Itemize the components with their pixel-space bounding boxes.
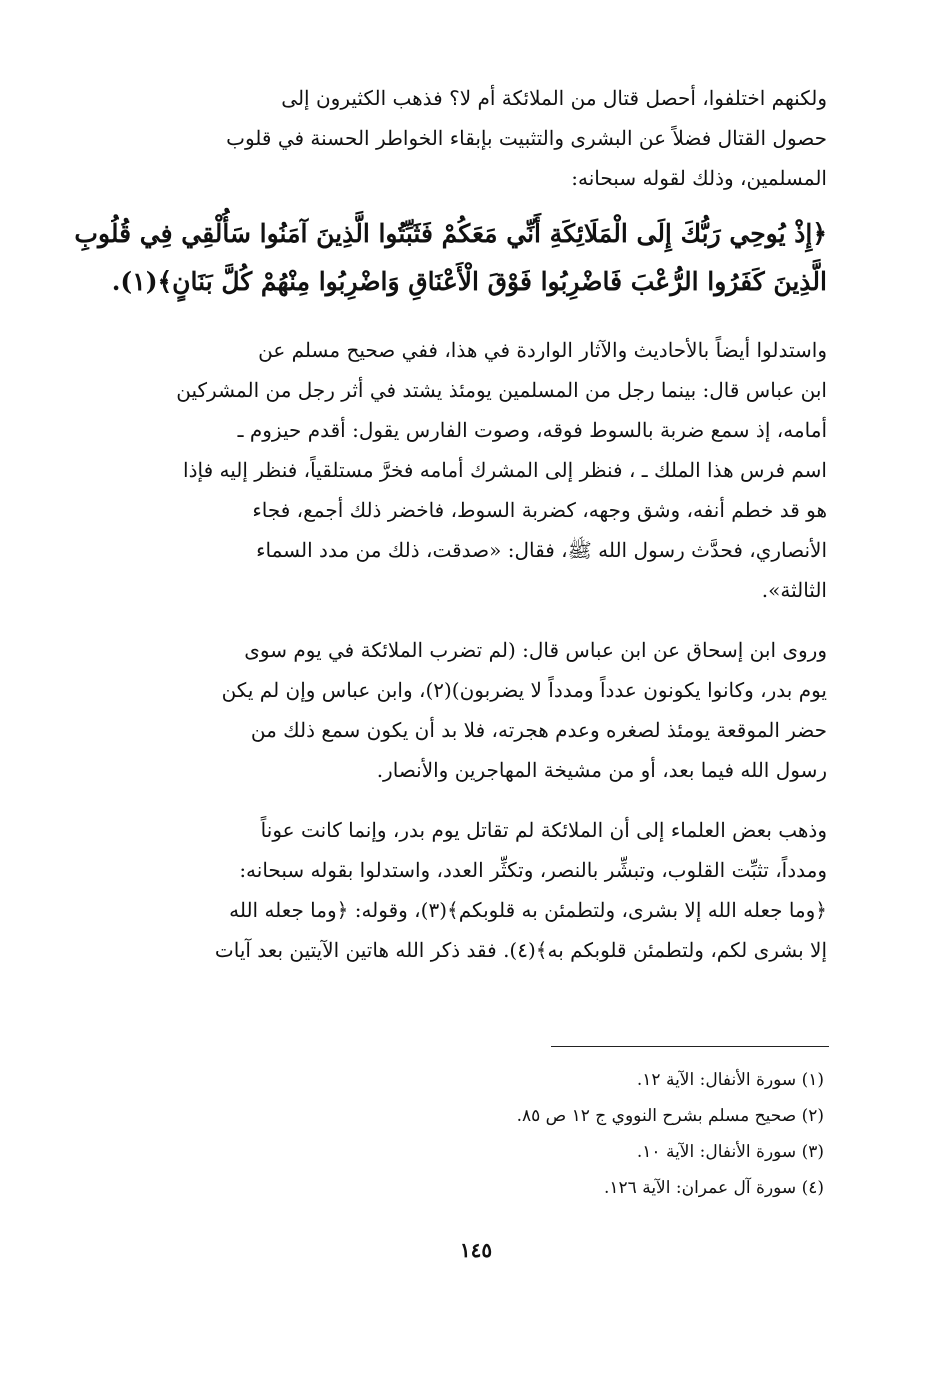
text-line: وذهب بعض العلماء إلى أن الملائكة لم تقاتل يوم بدر، وإنما كانت عوناً: [260, 818, 827, 842]
text-line: يوم بدر، وكانوا يكونون عدداً ومدداً لا يضربون)(٢)، وابن عباس وإن لم يكن: [221, 678, 827, 702]
text-line: حضر الموقعة يومئذ لصغره وعدم هجرته، فلا بد أن يكون سمع ذلك من: [250, 718, 827, 742]
paragraph-gap: [115, 610, 827, 630]
text-line: ﴿وما جعله الله إلا بشرى، ولتطمئن به قلوبكم﴾(٣)، وقوله: ﴿وما جعله الله: [229, 898, 827, 922]
text-line: ابن عباس قال: بينما رجل من المسلمين يومئذ يشتد في أثر رجل من المشركين: [176, 378, 827, 402]
text-line: الثالثة».: [761, 578, 827, 602]
footnote-divider: [551, 1046, 829, 1047]
text-line: حصول القتال فضلاً عن البشرى والتثبيت بإبقاء الخواطر الحسنة في قلوب: [226, 126, 827, 150]
paragraph-3: [115, 630, 827, 790]
footnote-1: (١) سورة الأنفال: الآية ١٢.: [636, 1070, 824, 1090]
text-line: رسول الله فيما بعد، أو من مشيخة المهاجرين والأنصار.: [376, 758, 827, 782]
text-line: أمامه، إذ سمع ضربة بالسوط فوقه، وصوت الفارس يقول: أقدم حيزوم ـ: [237, 418, 827, 442]
footnotes: [324, 1062, 824, 1206]
text-line: وروى ابن إسحاق عن ابن عباس قال: (لم تضرب الملائكة في يوم سوى: [244, 638, 827, 662]
text-line: إلا بشرى لكم، ولتطمئن قلوبكم به﴾(٤). فقد ذكر الله هاتين الآيتين بعد آيات: [214, 938, 827, 962]
text-line: هو قد خطم أنفه، وشق وجهه، كضربة السوط، فاخضر ذلك أجمع، فجاء: [252, 498, 827, 522]
quran-verse: [74, 210, 827, 306]
page-body: [74, 78, 827, 970]
text-line: ولكنهم اختلفوا، أحصل قتال من الملائكة أم لا؟ فذهب الكثيرون إلى: [281, 86, 827, 110]
verse-line: الَّذِينَ كَفَرُوا الرُّعْبَ فَاضْرِبُوا فَوْقَ الْأَعْنَاقِ وَاضْرِبُوا مِنْهُمْ كُلَّ بَنَانٍ﴾(١).: [111, 267, 827, 296]
paragraph-gap: [115, 790, 827, 810]
text-line: المسلمين، وذلك لقوله سبحانه:: [571, 166, 827, 190]
paragraph-1: [115, 78, 827, 198]
footnote-3: (٣) سورة الأنفال: الآية ١٠.: [636, 1142, 824, 1162]
text-line: ومدداً، تثبِّت القلوب، وتبشِّر بالنصر، وتكثِّر العدد، واستدلوا بقوله سبحانه:: [239, 858, 827, 882]
paragraph-4: [115, 810, 827, 970]
text-line: الأنصاري، فحدَّث رسول الله ﷺ، فقال: «صدقت، ذلك من مدد السماء: [256, 538, 827, 562]
page-number: ١٤٥: [459, 1238, 493, 1262]
paragraph-gap: [115, 306, 827, 330]
footnote-4: (٤) سورة آل عمران: الآية ١٢٦.: [603, 1178, 824, 1198]
text-line: واستدلوا أيضاً بالأحاديث والآثار الواردة في هذا، ففي صحيح مسلم عن: [258, 338, 827, 362]
verse-line: ﴿إِذْ يُوحِي رَبُّكَ إِلَى الْمَلَائِكَةِ أَنِّي مَعَكُمْ فَثَبِّتُوا الَّذِينَ آمَنُوا سَأُلْقِي فِي قُلُوبِ: [74, 219, 827, 248]
paragraph-2: [115, 330, 827, 610]
text-line: اسم فرس هذا الملك ـ ، فنظر إلى المشرك أمامه فخرَّ مستلقياً، فنظر إليه فإذا: [183, 458, 827, 482]
footnote-2: (٢) صحيح مسلم بشرح النووي ج ١٢ ص ٨٥.: [516, 1106, 824, 1126]
